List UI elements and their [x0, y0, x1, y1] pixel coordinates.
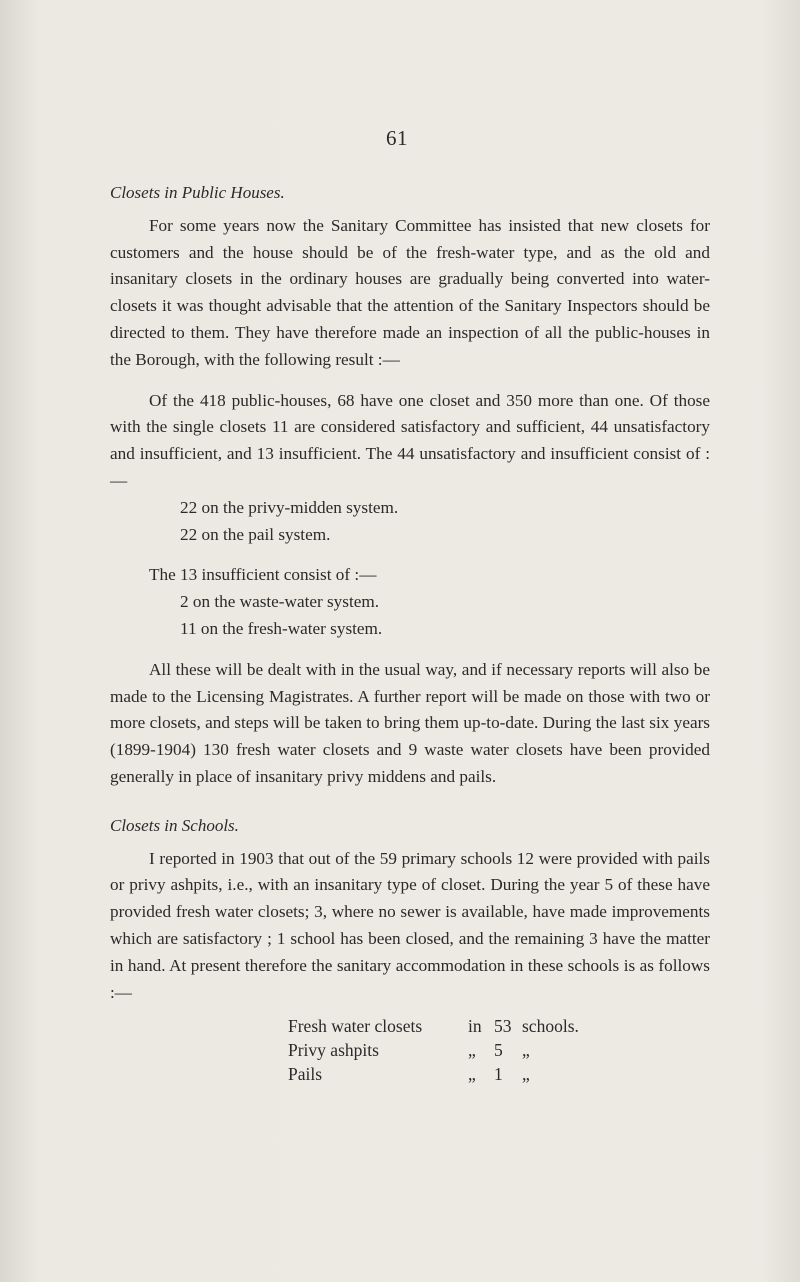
list-item: 2 on the waste-water system.: [180, 592, 380, 612]
list-item: 22 on the privy-midden system.: [180, 497, 399, 517]
paragraph: Of the 418 public-houses, 68 have one closet and 350 more than one. Of those with the single closets 11 are considered satisfactory and sufficient, 44 unsatisfactory and insufficient, and 13 insufficient. The 44 unsatisfactory and insufficient consist of :—: [110, 390, 710, 490]
row-count: 1: [494, 1064, 503, 1085]
row-count: 53: [494, 1016, 512, 1037]
row-ditto: „: [468, 1040, 476, 1061]
list-item: 11 on the fresh-water system.: [180, 618, 383, 638]
row-unit: „: [522, 1064, 530, 1085]
section-heading-public-houses: Closets in Public Houses.: [110, 183, 285, 202]
row-unit: schools.: [522, 1016, 579, 1037]
row-ditto: in: [468, 1016, 482, 1037]
schools-accommodation-table: [288, 1014, 710, 1086]
page-number: 61: [386, 126, 408, 150]
page-body: [110, 180, 710, 1086]
list-item: 22 on the pail system.: [180, 524, 331, 544]
paragraph: All these will be dealt with in the usual way, and if necessary reports will also be made to the Licensing Magistrates. A further report will be made on those with two or more closets, and steps will be taken to bring them up-to-date. During the last six years (1899-1904) 130 fresh water closets and 9 waste water closets have been provided generally in place of insanitary privy middens and pails.: [110, 659, 710, 786]
table-row: [288, 1038, 710, 1062]
paragraph: For some years now the Sanitary Committee has insisted that new closets for customers and the house should be of the fresh-water type, and as the old and insanitary closets in the ordinary houses are gradually being converted into water-closets it was thought advisable that the attention of the Sanitary Inspectors should be directed to them. They have therefore made an inspection of all the public-houses in the Borough, with the following result :—: [110, 215, 710, 369]
row-ditto: „: [468, 1064, 476, 1085]
paragraph: The 13 insufficient consist of :—: [149, 565, 377, 585]
row-unit: „: [522, 1040, 530, 1061]
row-label: Fresh water closets: [288, 1016, 423, 1037]
row-count: 5: [494, 1040, 503, 1061]
table-row: [288, 1014, 710, 1038]
table-row: [288, 1062, 710, 1086]
row-label: Privy ashpits: [288, 1040, 379, 1061]
row-label: Pails: [288, 1064, 323, 1085]
section-heading-schools: Closets in Schools.: [110, 815, 239, 835]
paragraph: I reported in 1903 that out of the 59 primary schools 12 were provided with pails or privy ashpits, i.e., with an insanitary type of closet. During the year 5 of these have provided fresh water closets; 3, where no sewer is available, have made improvements which are satisfactory ; 1 school has been closed, and the remaining 3 have the matter in hand. At present therefore the sanitary accommodation in these schools is as follows :—: [110, 848, 710, 1002]
